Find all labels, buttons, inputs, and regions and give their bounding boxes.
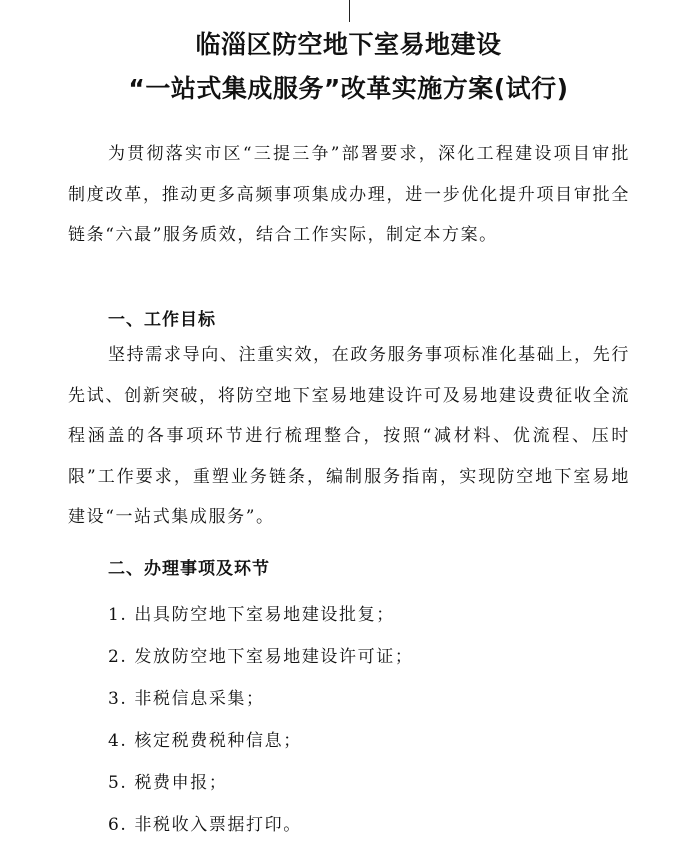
list-item: 3. 非税信息采集； bbox=[108, 689, 265, 709]
crop-mark bbox=[349, 0, 350, 22]
section-2-heading: 二、办理事项及环节 bbox=[108, 559, 270, 579]
list-item: 5. 税费申报； bbox=[108, 773, 228, 793]
document-title-line-2: “一站式集成服务”改革实施方案(试行) bbox=[128, 74, 569, 103]
list-item: 2. 发放防空地下室易地建设许可证； bbox=[108, 647, 414, 667]
procedure-list bbox=[108, 594, 413, 846]
list-item: 6. 非税收入票据打印。 bbox=[108, 815, 302, 835]
list-item: 1. 出具防空地下室易地建设批复； bbox=[108, 605, 395, 625]
intro-paragraph: 为贯彻落实市区“三提三争”部署要求，深化工程建设项目审批制度改革，推动更多高频事项集成办理，进一步优化提升项目审批全链条“六最”服务质效，结合工作实际，制定本方案。 bbox=[68, 144, 630, 245]
list-item: 4. 核定税费税种信息； bbox=[108, 731, 302, 751]
section-1-heading: 一、工作目标 bbox=[108, 310, 216, 330]
document-title-line-1: 临淄区防空地下室易地建设 bbox=[195, 30, 502, 59]
section-1-paragraph: 坚持需求导向、注重实效，在政务服务事项标准化基础上，先行先试、创新突破，将防空地下室易地建设许可及易地建设费征收全流程涵盖的各事项环节进行梳理整合，按照“减材料、优流程、压时限”工作要求，重塑业务链条，编制服务指南，实现防空地下室易地建设“一站式集成服务”。 bbox=[68, 345, 630, 527]
